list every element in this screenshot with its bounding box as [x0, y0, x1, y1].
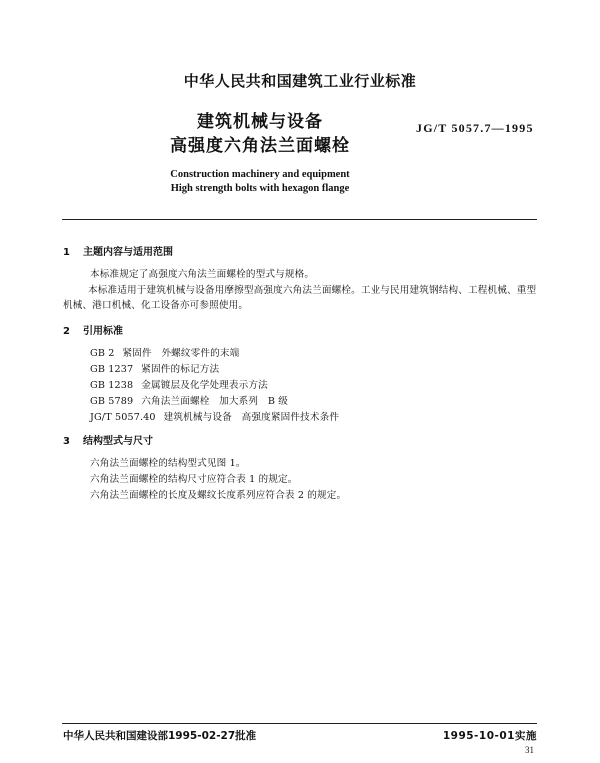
- reference-item: [90, 361, 219, 375]
- section-1-heading: [63, 243, 173, 258]
- section-2-heading: [63, 322, 123, 337]
- section-1-number: 1: [63, 247, 70, 258]
- section-3-number: 3: [63, 436, 70, 447]
- title-en-line2: High strength bolts with hexagon flange: [170, 183, 350, 194]
- title-cn-line2: 高强度六角法兰面螺栓: [170, 136, 350, 156]
- reference-item: [90, 377, 268, 391]
- reference-title: 六角法兰面螺栓 加大系列 B 级: [141, 396, 289, 407]
- reference-item: [90, 409, 339, 423]
- reference-item: [90, 345, 239, 359]
- section-1-paragraph-1: 本标准规定了高强度六角法兰面螺栓的型式与规格。: [90, 269, 315, 280]
- reference-title: 金属镀层及化学处理表示方法: [141, 380, 268, 391]
- page-number: 31: [525, 745, 534, 755]
- footer-divider: [62, 723, 537, 724]
- approval-statement: 中华人民共和国建设部1995-02-27批准: [63, 730, 257, 742]
- section-3-heading: [63, 432, 153, 447]
- reference-code: GB 2: [90, 348, 115, 359]
- section-1-paragraph-2: 本标准适用于建筑机械与设备用摩擦型高强度六角法兰面螺栓。工业与民用建筑钢结构、工程机械、重型机械、港口机械、化工设备亦可参照使用。: [63, 285, 537, 311]
- standard-type-heading: 中华人民共和国建筑工业行业标准: [183, 72, 417, 90]
- reference-code: GB 1237: [90, 364, 134, 375]
- section-2-number: 2: [63, 326, 70, 337]
- section-3-title: 结构型式与尺寸: [83, 436, 153, 447]
- reference-item: [90, 393, 288, 407]
- section-2-title: 引用标准: [83, 326, 123, 337]
- title-en-line1: Construction machinery and equipment: [170, 169, 350, 180]
- section-1-title: 主题内容与适用范围: [83, 247, 173, 258]
- reference-code: GB 5789: [90, 396, 134, 407]
- reference-code: JG/T 5057.40: [90, 412, 156, 423]
- reference-title: 紧固件的标记方法: [141, 364, 220, 375]
- title-cn-line1: 建筑机械与设备: [197, 112, 323, 132]
- reference-code: GB 1238: [90, 380, 134, 391]
- implementation-date: 1995-10-01实施: [442, 730, 537, 742]
- reference-title: 紧固件 外螺纹零件的末端: [122, 348, 240, 359]
- header-divider: [62, 219, 537, 220]
- standard-code: JG/T 5057.7—1995: [416, 121, 534, 135]
- section-3-line-3: 六角法兰面螺栓的长度及螺纹长度系列应符合表 2 的规定。: [90, 490, 347, 501]
- reference-title: 建筑机械与设备 高强度紧固件技术条件: [163, 412, 340, 423]
- section-3-line-2: 六角法兰面螺栓的结构尺寸应符合表 1 的规定。: [90, 474, 298, 485]
- section-3-line-1: 六角法兰面螺栓的结构型式见图 1。: [90, 458, 246, 469]
